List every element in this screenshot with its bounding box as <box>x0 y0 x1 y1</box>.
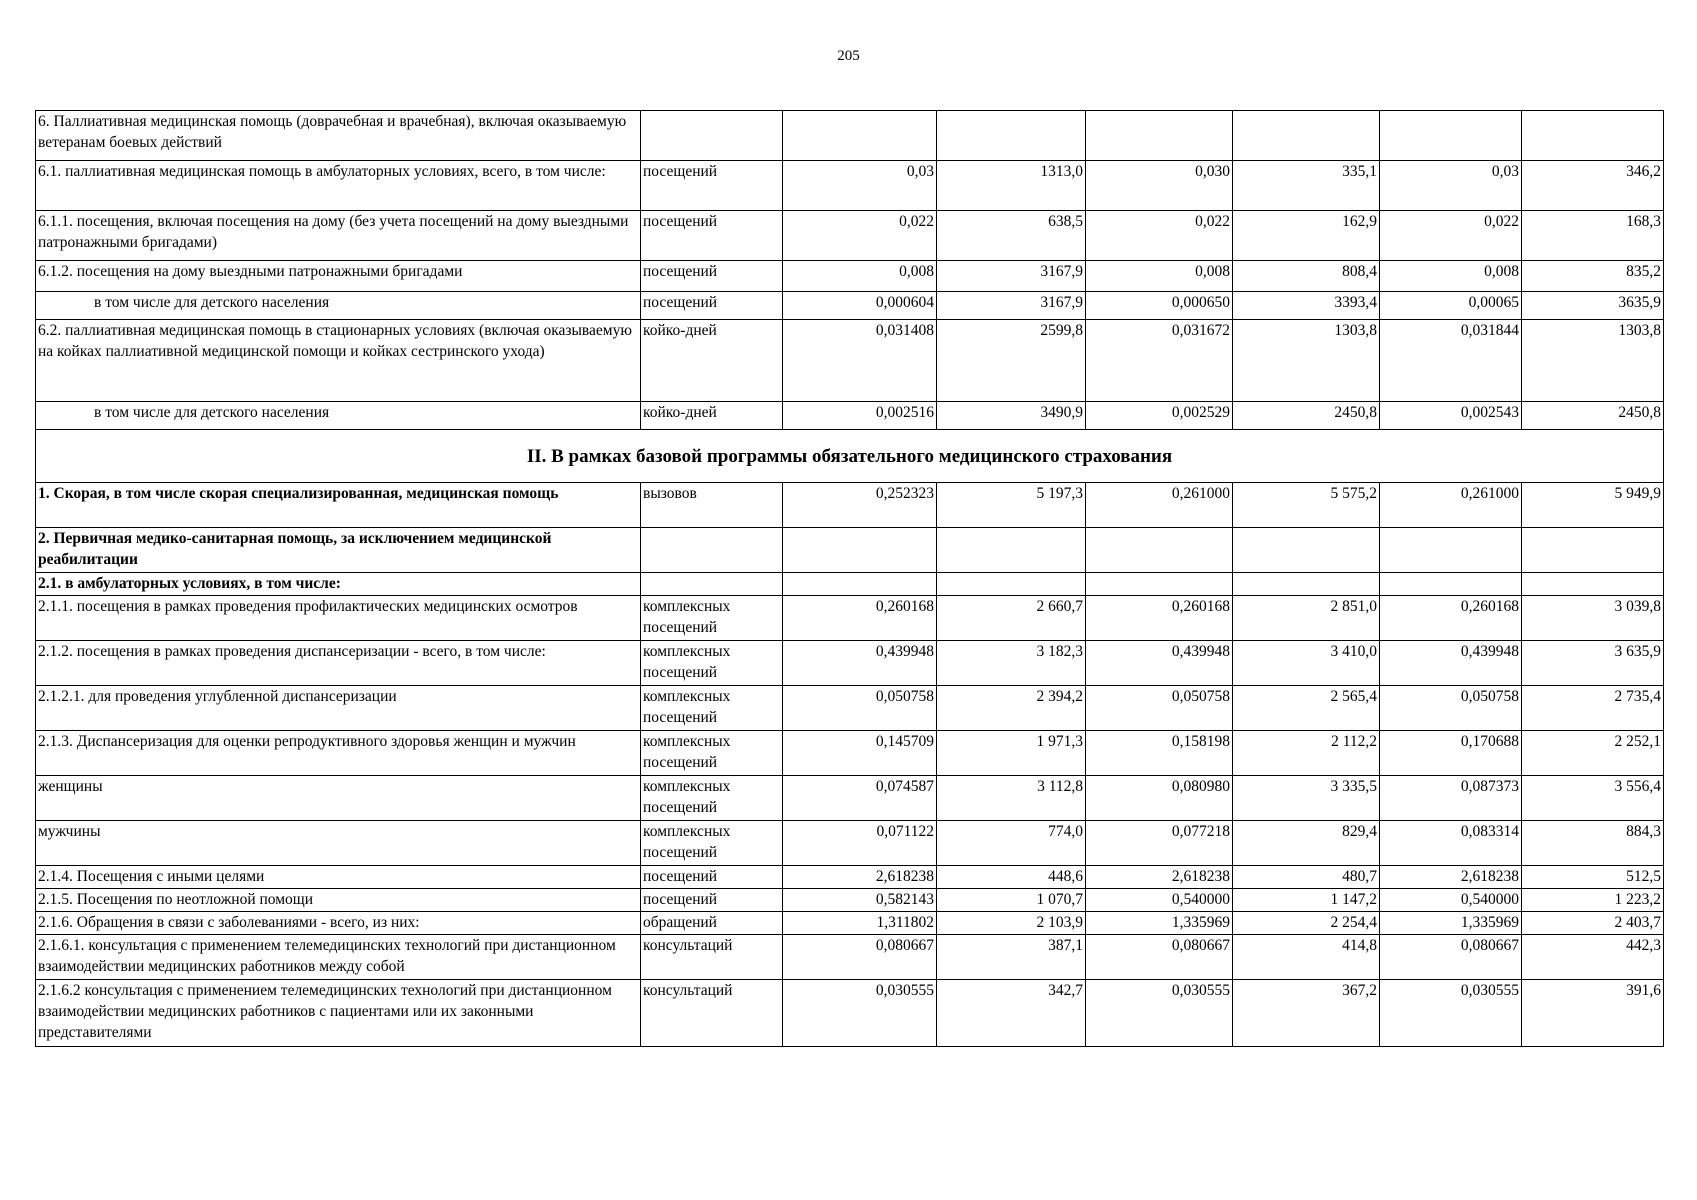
row-unit: посещений <box>641 866 783 889</box>
row-value-5: 0,087373 <box>1380 776 1522 821</box>
row-value-2: 3490,9 <box>937 402 1086 430</box>
row-value-4 <box>1233 528 1380 573</box>
row-name: в том числе для детского населения <box>36 292 641 320</box>
row-value-2 <box>937 573 1086 596</box>
table-row <box>36 596 1664 641</box>
row-name: 6. Паллиативная медицинская помощь (доврачебная и врачебная), включая оказываемую ветеранам боевых действий <box>36 111 641 161</box>
row-unit: комплексных посещений <box>641 821 783 866</box>
row-value-2: 2 394,2 <box>937 686 1086 731</box>
row-name: 6.1.2. посещения на дому выездными патронажными бригадами <box>36 261 641 292</box>
row-value-1: 2,618238 <box>783 866 937 889</box>
row-value-5: 1,335969 <box>1380 912 1522 935</box>
row-value-2: 3 182,3 <box>937 641 1086 686</box>
row-value-5: 0,083314 <box>1380 821 1522 866</box>
table-row <box>36 483 1664 528</box>
row-unit: вызовов <box>641 483 783 528</box>
row-value-6: 2 735,4 <box>1522 686 1664 731</box>
row-value-4: 2 112,2 <box>1233 731 1380 776</box>
row-value-5: 0,030555 <box>1380 980 1522 1047</box>
row-value-4: 2 565,4 <box>1233 686 1380 731</box>
table-row <box>36 261 1664 292</box>
row-value-1: 0,260168 <box>783 596 937 641</box>
row-value-5 <box>1380 111 1522 161</box>
row-name: 6.2. паллиативная медицинская помощь в стационарных условиях (включая оказываемую на койках паллиативной медицинской помощи и койках сестринского ухода) <box>36 320 641 402</box>
row-value-6: 3 635,9 <box>1522 641 1664 686</box>
row-value-5: 0,439948 <box>1380 641 1522 686</box>
row-value-6 <box>1522 573 1664 596</box>
row-unit <box>641 528 783 573</box>
row-unit: посещений <box>641 261 783 292</box>
row-value-2: 1313,0 <box>937 161 1086 211</box>
row-unit: комплексных посещений <box>641 686 783 731</box>
row-value-2: 3 112,8 <box>937 776 1086 821</box>
row-value-6: 3 039,8 <box>1522 596 1664 641</box>
row-unit: посещений <box>641 161 783 211</box>
section-title: II. В рамках базовой программы обязательного медицинского страхования <box>36 430 1664 483</box>
row-unit: консультаций <box>641 935 783 980</box>
row-value-3: 2,618238 <box>1086 866 1233 889</box>
row-value-2: 3167,9 <box>937 292 1086 320</box>
row-value-5: 0,050758 <box>1380 686 1522 731</box>
table-row <box>36 821 1664 866</box>
row-unit: койко-дней <box>641 320 783 402</box>
row-value-2: 3167,9 <box>937 261 1086 292</box>
row-value-2: 1 971,3 <box>937 731 1086 776</box>
row-value-3: 0,158198 <box>1086 731 1233 776</box>
row-value-6: 512,5 <box>1522 866 1664 889</box>
row-unit: комплексных посещений <box>641 731 783 776</box>
row-value-5: 0,022 <box>1380 211 1522 261</box>
row-value-6: 3 556,4 <box>1522 776 1664 821</box>
row-value-5: 2,618238 <box>1380 866 1522 889</box>
row-value-3: 0,260168 <box>1086 596 1233 641</box>
row-value-1: 0,031408 <box>783 320 937 402</box>
row-value-3: 0,031672 <box>1086 320 1233 402</box>
row-value-3 <box>1086 111 1233 161</box>
row-value-4: 1303,8 <box>1233 320 1380 402</box>
row-name: 1. Скорая, в том числе скорая специализированная, медицинская помощь <box>36 483 641 528</box>
row-value-6: 835,2 <box>1522 261 1664 292</box>
row-value-5: 0,031844 <box>1380 320 1522 402</box>
row-value-1: 0,071122 <box>783 821 937 866</box>
row-value-4: 2 254,4 <box>1233 912 1380 935</box>
table-row <box>36 320 1664 402</box>
row-value-1: 0,080667 <box>783 935 937 980</box>
row-value-1 <box>783 528 937 573</box>
row-value-1: 0,252323 <box>783 483 937 528</box>
compulsory-insurance-rows <box>36 483 1664 1047</box>
row-value-4: 808,4 <box>1233 261 1380 292</box>
row-value-6: 2450,8 <box>1522 402 1664 430</box>
row-value-3 <box>1086 573 1233 596</box>
row-value-3: 0,540000 <box>1086 889 1233 912</box>
row-name: 2.1.2.1. для проведения углубленной диспансеризации <box>36 686 641 731</box>
row-value-1: 0,145709 <box>783 731 937 776</box>
row-value-3: 0,022 <box>1086 211 1233 261</box>
row-value-5: 0,080667 <box>1380 935 1522 980</box>
row-value-1 <box>783 111 937 161</box>
row-value-1: 0,022 <box>783 211 937 261</box>
table-row <box>36 641 1664 686</box>
row-value-1: 0,008 <box>783 261 937 292</box>
row-value-6: 1303,8 <box>1522 320 1664 402</box>
table-row <box>36 731 1664 776</box>
row-value-4: 335,1 <box>1233 161 1380 211</box>
table-row <box>36 161 1664 211</box>
row-value-4: 5 575,2 <box>1233 483 1380 528</box>
row-value-4 <box>1233 573 1380 596</box>
row-value-4: 829,4 <box>1233 821 1380 866</box>
row-value-6 <box>1522 528 1664 573</box>
palliative-care-rows <box>36 111 1664 430</box>
row-name: 2.1. в амбулаторных условиях, в том числе: <box>36 573 641 596</box>
row-unit: посещений <box>641 211 783 261</box>
row-value-1: 0,002516 <box>783 402 937 430</box>
row-value-6: 391,6 <box>1522 980 1664 1047</box>
row-value-5: 0,260168 <box>1380 596 1522 641</box>
table-row <box>36 292 1664 320</box>
row-unit: консультаций <box>641 980 783 1047</box>
row-value-3: 0,261000 <box>1086 483 1233 528</box>
table-row <box>36 686 1664 731</box>
row-value-2: 2 103,9 <box>937 912 1086 935</box>
row-name: 2.1.6.1. консультация с применением телемедицинских технологий при дистанционном взаимодействии медицинских работников между собой <box>36 935 641 980</box>
row-value-2: 342,7 <box>937 980 1086 1047</box>
row-value-6: 1 223,2 <box>1522 889 1664 912</box>
row-value-4: 367,2 <box>1233 980 1380 1047</box>
row-name: 2.1.6. Обращения в связи с заболеваниями - всего, из них: <box>36 912 641 935</box>
row-value-4: 162,9 <box>1233 211 1380 261</box>
row-value-2: 2599,8 <box>937 320 1086 402</box>
row-name: 2.1.1. посещения в рамках проведения профилактических медицинских осмотров <box>36 596 641 641</box>
row-value-1 <box>783 573 937 596</box>
row-value-5: 0,261000 <box>1380 483 1522 528</box>
row-value-1: 0,582143 <box>783 889 937 912</box>
row-value-3: 0,030 <box>1086 161 1233 211</box>
row-name: 2.1.6.2 консультация с применением телемедицинских технологий при дистанционном взаимодействии медицинских работников с пациентами или их законными представителями <box>36 980 641 1047</box>
table-row <box>36 912 1664 935</box>
row-value-5: 0,03 <box>1380 161 1522 211</box>
row-unit: посещений <box>641 292 783 320</box>
row-value-6: 884,3 <box>1522 821 1664 866</box>
row-name: мужчины <box>36 821 641 866</box>
row-value-6 <box>1522 111 1664 161</box>
section-header <box>36 430 1664 483</box>
row-value-6: 2 403,7 <box>1522 912 1664 935</box>
row-value-4: 2 851,0 <box>1233 596 1380 641</box>
row-value-6: 346,2 <box>1522 161 1664 211</box>
row-name: 2. Первичная медико-санитарная помощь, за исключением медицинской реабилитации <box>36 528 641 573</box>
row-value-1: 1,311802 <box>783 912 937 935</box>
row-value-3: 0,030555 <box>1086 980 1233 1047</box>
row-value-5: 0,008 <box>1380 261 1522 292</box>
row-value-1: 0,030555 <box>783 980 937 1047</box>
row-value-2: 448,6 <box>937 866 1086 889</box>
row-value-6: 5 949,9 <box>1522 483 1664 528</box>
row-value-5: 0,00065 <box>1380 292 1522 320</box>
row-value-3: 0,439948 <box>1086 641 1233 686</box>
row-value-1: 0,000604 <box>783 292 937 320</box>
row-value-2 <box>937 528 1086 573</box>
row-unit <box>641 573 783 596</box>
row-value-5 <box>1380 573 1522 596</box>
row-value-3: 0,000650 <box>1086 292 1233 320</box>
table-row <box>36 573 1664 596</box>
row-value-3: 1,335969 <box>1086 912 1233 935</box>
row-value-2: 5 197,3 <box>937 483 1086 528</box>
row-name: 6.1. паллиативная медицинская помощь в амбулаторных условиях, всего, в том числе: <box>36 161 641 211</box>
table-row <box>36 866 1664 889</box>
volumes-table <box>35 110 1664 1047</box>
row-unit: обращений <box>641 912 783 935</box>
table-row <box>36 211 1664 261</box>
row-value-3: 0,080980 <box>1086 776 1233 821</box>
row-unit <box>641 111 783 161</box>
table-row <box>36 889 1664 912</box>
row-value-6: 3635,9 <box>1522 292 1664 320</box>
table-row <box>36 528 1664 573</box>
row-name: 2.1.5. Посещения по неотложной помощи <box>36 889 641 912</box>
row-name: женщины <box>36 776 641 821</box>
row-name: 2.1.2. посещения в рамках проведения диспансеризации - всего, в том числе: <box>36 641 641 686</box>
row-name: 2.1.3. Диспансеризация для оценки репродуктивного здоровья женщин и мужчин <box>36 731 641 776</box>
row-value-3: 0,050758 <box>1086 686 1233 731</box>
row-value-3 <box>1086 528 1233 573</box>
row-value-1: 0,050758 <box>783 686 937 731</box>
row-name: 6.1.1. посещения, включая посещения на дому (без учета посещений на дому выездными патронажными бригадами) <box>36 211 641 261</box>
table-row <box>36 980 1664 1047</box>
row-value-2: 638,5 <box>937 211 1086 261</box>
row-value-2 <box>937 111 1086 161</box>
row-value-4: 3 335,5 <box>1233 776 1380 821</box>
row-value-4 <box>1233 111 1380 161</box>
row-value-4: 414,8 <box>1233 935 1380 980</box>
row-value-6: 442,3 <box>1522 935 1664 980</box>
table-row <box>36 776 1664 821</box>
row-value-6: 168,3 <box>1522 211 1664 261</box>
row-value-3: 0,080667 <box>1086 935 1233 980</box>
row-value-4: 3393,4 <box>1233 292 1380 320</box>
row-value-4: 1 147,2 <box>1233 889 1380 912</box>
table-row <box>36 935 1664 980</box>
row-value-5: 0,540000 <box>1380 889 1522 912</box>
row-value-2: 2 660,7 <box>937 596 1086 641</box>
row-value-5 <box>1380 528 1522 573</box>
row-value-3: 0,002529 <box>1086 402 1233 430</box>
row-unit: комплексных посещений <box>641 596 783 641</box>
row-value-1: 0,439948 <box>783 641 937 686</box>
row-value-2: 774,0 <box>937 821 1086 866</box>
table-row <box>36 111 1664 161</box>
row-value-5: 0,170688 <box>1380 731 1522 776</box>
row-value-2: 387,1 <box>937 935 1086 980</box>
row-name: 2.1.4. Посещения с иными целями <box>36 866 641 889</box>
row-unit: комплексных посещений <box>641 776 783 821</box>
row-value-1: 0,03 <box>783 161 937 211</box>
row-value-5: 0,002543 <box>1380 402 1522 430</box>
row-value-4: 3 410,0 <box>1233 641 1380 686</box>
row-value-4: 480,7 <box>1233 866 1380 889</box>
row-value-1: 0,074587 <box>783 776 937 821</box>
page-number: 205 <box>837 48 860 64</box>
row-value-6: 2 252,1 <box>1522 731 1664 776</box>
row-unit: койко-дней <box>641 402 783 430</box>
table-row <box>36 402 1664 430</box>
row-value-2: 1 070,7 <box>937 889 1086 912</box>
row-unit: комплексных посещений <box>641 641 783 686</box>
row-value-3: 0,077218 <box>1086 821 1233 866</box>
row-value-4: 2450,8 <box>1233 402 1380 430</box>
row-unit: посещений <box>641 889 783 912</box>
row-name: в том числе для детского населения <box>36 402 641 430</box>
row-value-3: 0,008 <box>1086 261 1233 292</box>
